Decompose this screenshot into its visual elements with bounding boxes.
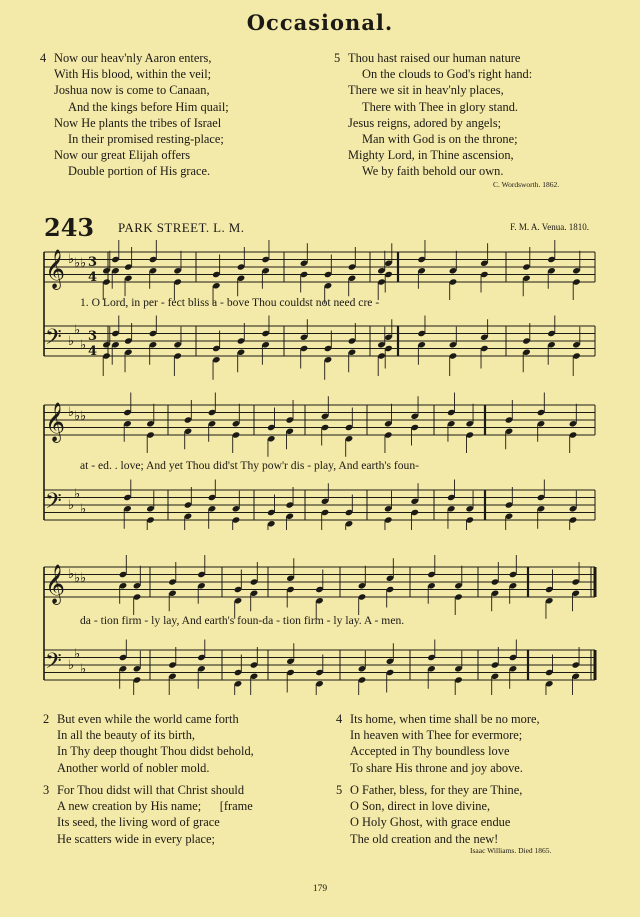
verse-line: Joshua now is come to Canaan, <box>54 83 210 98</box>
verse-line: There with Thee in glory stand. <box>362 99 518 114</box>
treble-clef-icon: 𝄞 <box>45 564 66 604</box>
flat-icon: ♭ <box>68 405 75 420</box>
treble-clef-icon: 𝄞 <box>45 402 66 442</box>
flat-icon: ♭ <box>68 658 75 673</box>
flat-icon: ♭ <box>74 409 81 424</box>
verse-line: In all the beauty of its birth, <box>57 728 195 743</box>
verse-line: Its home, when time shall be no more, <box>350 712 540 726</box>
hymn-number: 243 <box>44 213 95 242</box>
flat-icon: ♭ <box>74 256 81 271</box>
composer-credit: F. M. A. Venua. 1810. <box>510 222 589 232</box>
verse-line: On the clouds to God's right hand: <box>362 67 533 82</box>
verse-line: Its seed, the living word of grace <box>57 815 220 830</box>
time-signature-top: 3 <box>88 329 98 344</box>
music-system-2 <box>0 390 640 530</box>
verse-number: 4 <box>336 712 343 726</box>
verse-line: To share His throne and joy above. <box>350 760 523 775</box>
verse-number: 2 <box>43 712 50 726</box>
verse-line: Double portion of His grace. <box>68 164 211 179</box>
flat-icon: ♭ <box>74 323 81 338</box>
verse-line: Now our great Elijah offers <box>54 148 191 163</box>
verse-number: 4 <box>40 51 47 65</box>
tune-name: PARK STREET. L. M. <box>118 220 245 235</box>
flat-icon: ♭ <box>80 502 87 517</box>
treble-clef-icon: 𝄞 <box>45 249 66 289</box>
flat-icon: ♭ <box>74 571 81 586</box>
lyric-line: da - tion firm - ly lay, And earth's foun-da - tion firm - ly lay. A - men. <box>80 614 405 627</box>
verse-4-top <box>40 50 229 180</box>
verse-line: In Thy deep thought Thou didst behold, <box>57 744 254 759</box>
flat-icon: ♭ <box>80 338 87 353</box>
verse-2 <box>43 711 254 776</box>
verse-line: For Thou didst will that Christ should <box>57 783 245 797</box>
time-signature-top: 3 <box>88 255 98 270</box>
verse-line: Another world of nobler mold. <box>57 760 210 775</box>
verse-4 <box>336 711 540 776</box>
verse-line: With His blood, within the veil; <box>54 67 212 82</box>
verse-line: A new creation by His name; [frame <box>57 799 253 814</box>
music-score-svg <box>0 240 640 380</box>
verse-line: Accepted in Thy boundless love <box>350 744 510 759</box>
verse-line: O Father, bless, for they are Thine, <box>350 783 523 797</box>
verse-line: Thou hast raised our human nature <box>348 51 521 65</box>
section-title: Occasional. <box>246 10 394 35</box>
flat-icon: ♭ <box>68 252 75 267</box>
verse-line: In heaven with Thee for evermore; <box>350 728 523 743</box>
music-system-1 <box>0 240 640 380</box>
verse-number: 5 <box>334 51 341 65</box>
verse-line: We by faith behold our own. <box>362 164 504 179</box>
verse-line: O Holy Ghost, with grace endue <box>350 815 511 830</box>
lyric-line: 1. O Lord, in per - fect bliss a - bove Thou couldst not need cre - <box>80 296 380 309</box>
verse-3 <box>43 782 253 847</box>
verse-line: Man with God is on the throne; <box>362 132 518 147</box>
verse-line: Now He plants the tribes of Israel <box>54 115 222 130</box>
flat-icon: ♭ <box>68 498 75 513</box>
verse-line: And the kings before Him quail; <box>68 99 229 114</box>
time-signature-bottom: 4 <box>88 344 98 359</box>
verse-line: But even while the world came forth <box>57 712 239 726</box>
bass-clef-icon: 𝄢 <box>45 489 62 519</box>
verse-5-top <box>334 50 532 180</box>
top-author-credit: C. Wordsworth. 1862. <box>493 180 560 189</box>
flat-icon: ♭ <box>68 567 75 582</box>
flat-icon: ♭ <box>80 409 87 424</box>
verse-line: The old creation and the new! <box>350 831 499 846</box>
lyric-line: at - ed. . love; And yet Thou did'st Thy pow'r dis - play, And earth's foun- <box>80 459 420 472</box>
hymn-header <box>44 213 589 243</box>
time-signature-bottom: 4 <box>88 270 98 285</box>
flat-icon: ♭ <box>80 662 87 677</box>
bottom-author-credit: Isaac Williams. Died 1865. <box>470 846 552 855</box>
verse-5 <box>336 782 522 847</box>
verse-line: Now our heav'nly Aaron enters, <box>54 51 212 65</box>
bass-clef-icon: 𝄢 <box>45 325 62 355</box>
flat-icon: ♭ <box>74 647 81 662</box>
verse-line: Mighty Lord, in Thine ascension, <box>348 148 514 163</box>
verse-line: In their promised resting-place; <box>68 132 224 147</box>
music-system-3 <box>0 555 640 695</box>
bass-clef-icon: 𝄢 <box>45 649 62 679</box>
verse-line: There we sit in heav'nly places, <box>348 83 504 98</box>
verse-line: Jesus reigns, adored by angels; <box>348 115 502 130</box>
verse-number: 3 <box>43 783 50 797</box>
flat-icon: ♭ <box>68 334 75 349</box>
verse-line: O Son, direct in love divine, <box>350 799 491 814</box>
flat-icon: ♭ <box>80 256 87 271</box>
page-number: 179 <box>312 884 328 894</box>
flat-icon: ♭ <box>74 487 81 502</box>
verse-line: He scatters wide in every place; <box>57 831 215 846</box>
flat-icon: ♭ <box>80 571 87 586</box>
verse-number: 5 <box>336 783 343 797</box>
